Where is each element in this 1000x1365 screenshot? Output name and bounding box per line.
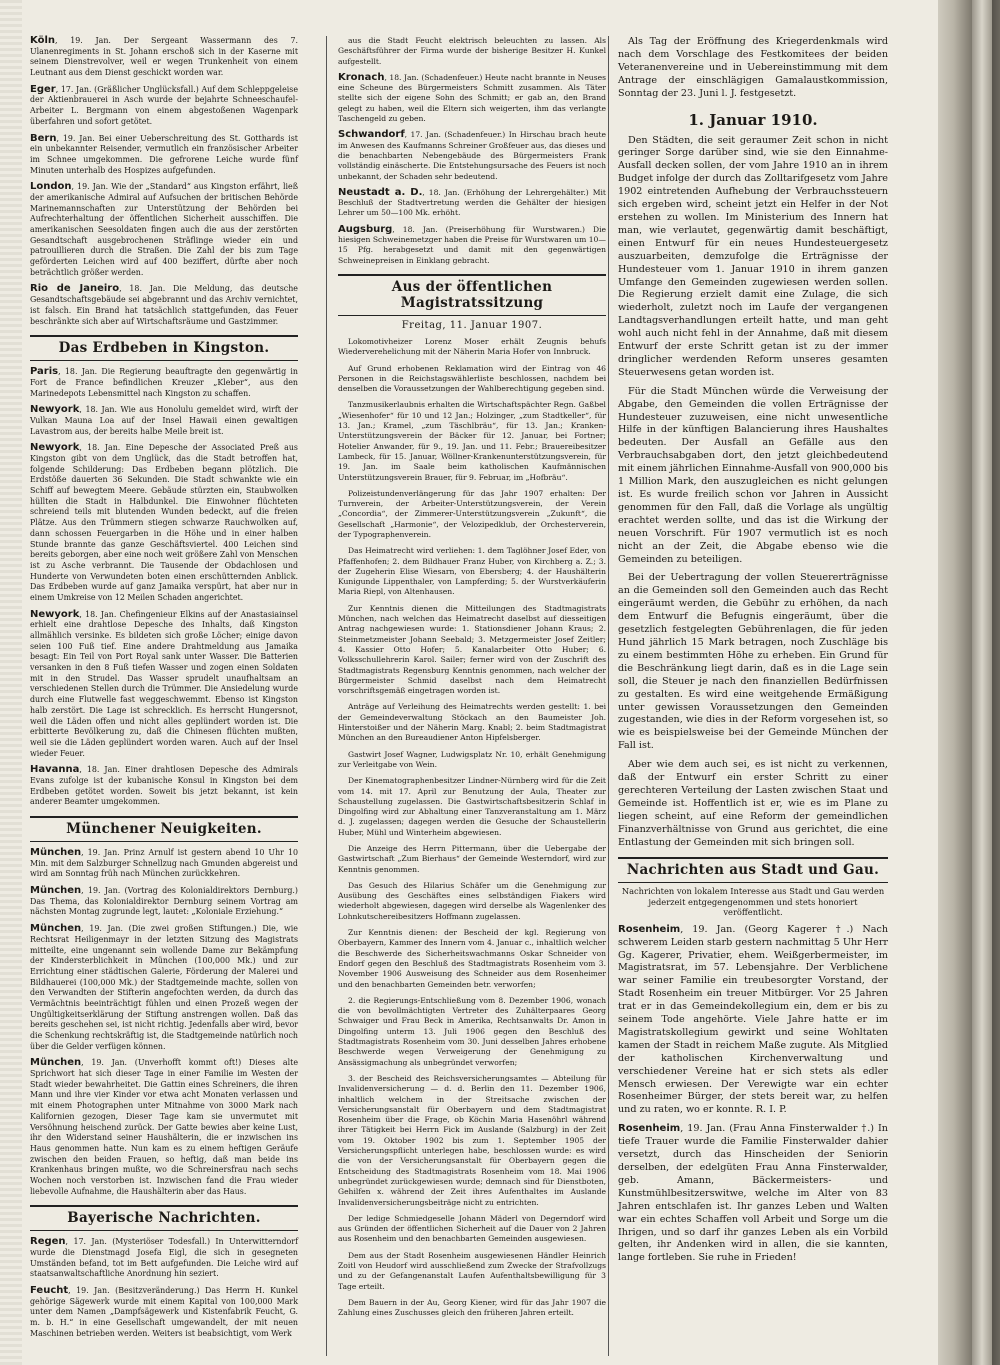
column-1 [30,36,298,1346]
article-paragraph: Havanna, 18. Jan. Einer drahtlosen Depesche des Admirals Evans zufolge ist der kubanische Konsul in Kingston bei dem Erdbeben getötet worden. Soweit bis jetzt bekannt, ist kein anderer Beamter umgekommen. [30,764,298,807]
article-paragraph: Regen, 17. Jan. (Mysteriöser Todesfall.) In Unterwitterndorf wurde die Dienstmagd Josefa Eigl, die sich in gesegneten Umständen befand, tot im Bett aufgefunden. Die Leiche wird auf staatsanwaltschaftliche Anordnung hin seziert. [30,1236,298,1279]
article-paragraph [338,776,606,838]
section-heading: Münchener Neuigkeiten. [30,816,298,842]
dateline: Rosenheim [618,1123,681,1135]
dateline: Havanna [30,764,80,776]
col2-mag-articles [338,337,606,1319]
article-text: 19. Jan. (Besitzveränderung.) Das Herrn H. Kunkel gehörige Sägewerk wurde mit einem Kapital von 100,000 Mark unter dem Namen „Dampfsägewerk und Kistenfabrik Feucht, G. m. b. H.“ in eine Gesellschaft umgewandelt, der mit neuen Maschinen betrieben werden. Weiters ist beabsichtigt, vom Werk [30,1286,298,1338]
article-text: Als Tag der Eröffnung des Kriegerdenkmals wird nach dem Vorschlage des Festkomitees der beiden Veteranenvereine und in Uebereinstimmung mit dem Antrage der einschlägigen Gamalaustkommission, Sonntag der 23. Juni l. J. festgesetzt. [618,36,888,99]
article-text: 19. Jan. (Vortrag des Kolonialdirektors Dernburg.) Das Thema, das Kolonialdirektor Dernburg seinem Vortrag am nächsten Montag zugrunde legt, lautet: „Koloniale Erziehung.“ [30,886,298,917]
article-text: Aber wie dem auch sei, es ist nicht zu verkennen, daß der Entwurf ein erster Schritt zu einer gerechteren Verteilung der Lasten zwischen Staat und Gemeinde ist. Hoffentlich ist er, wie es im Plane zu liegen scheint, auf eine Reform der gemeindlichen Finanzverhältnisse von Grund aus gerichtet, die eine Entlastung der Gemeinden mit sich bringen soll. [618,759,888,848]
article-paragraph: Köln, 19. Jan. Der Sergeant Wassermann des 7. Ulanenregiments in St. Johann erschoß sich in der Kaserne mit seinem Dienstrevolver, weil er wegen Trunkenheit von einem Leutnant aus dem Dienst geschickt worden war. [30,35,298,78]
article-paragraph [618,135,888,380]
column-3 [618,36,888,1271]
section-heading: Nachrichten aus Stadt und Gau. [618,857,888,883]
article-text: Für die Stadt München würde die Verweisung der Abgabe, den Gemeinden die vollen Erträgnisse der Hundesteuer zuzuweisen, eine nicht unwesentliche Hilfe in der künftigen Balancierung ihres Haushaltes bedeuten. Der Ausfall an Gefälle aus den Verbrauchsabgaben dort, den jetzt gleichbedeutend mit einem jährlichen Einnahme-Ausfall von 900,000 bis 1 Million Mark, den auszugleichen es nicht gelungen ist. Es wurde freilich schon vor Jahren in Aussicht genommen für den Fall, daß die Vorlage als ungültig erachtet werden sollte, und das ist die Wirkung der neuen Vorschrift. Für 1907 vermutlich ist es noch nicht an der Zeit, die Abgabe ebenso wie die Gemeinden zu beteiligen. [618,385,888,565]
article-text: Das Gesuch des Hilarius Schäfer um die Genehmigung zur Ausübung des Geschäftes eines selbständigen Fiakers wird wiederholt abgewiesen, dagegen wird derselbe als Wagenlenker des Lohnkutschereibesitzers Hoffmann zugelassen. [338,880,606,921]
article-text: Den Städten, die seit geraumer Zeit schon in nicht geringer Sorge darüber sind, wie sie den Einnahme-Ausfall decken sollen, der vom Jahre 1910 an in ihrem Budget infolge der durch das Zolltarifgesetz vom Jahre 1902 eintretenden Aufhebung der Verbrauchssteuern sich ergeben wird, scheint jetzt ein Helfer in der Not erstehen zu wollen. Im Ministerium des Innern hat man, wie verlautet, gegenwärtig damit beschäftigt, einen Entwurf für ein neues Hundesteuergesetz auszuarbeiten, demzufolge die Erträgnisse der Hundesteuer vom 1. Januar 1910 in ihrem ganzen Umfange den Gemeinden zugewiesen werden sollen. Die Regierung erzielt damit eine Zulage, die sich wiederholt, zuletzt noch im Laufe der vergangenen Landtagsverhandlungen erteilt hatte, und man geht wohl auch nicht fehl in der Annahme, daß mit diesem Entwurf der erste Schritt getan ist zu der immer dringlicher werdenden Reform unseres gesamten Steuerwesens getan worden ist. [618,134,888,378]
article-text: Anträge auf Verleihung des Heimatrechts werden gestellt: 1. bei der Gemeindeverwaltung Stöckach an den Baumeister Joh. Hinterstoißer und der Näherin Marg. Knabl; 2. beim Stadtmagistrat München an den Bureaudiener Anton Hipfelsberger. [338,702,606,743]
dateline: München [30,847,82,858]
article-text: 18. Jan. (Preiserhöhung für Wurstwaren.) Die hiesigen Schweinemetzger haben die Preise für Wurstwaren um 10—15 Pfg. herabgesetzt und damit mit den gegenwärtigen Schweinepreisen in Einklang gebracht. [338,224,607,265]
col1-quake-articles [30,367,298,808]
article-paragraph [338,702,606,743]
article-text: 19. Jan. Bei einer Ueberschreitung des St. Gotthards ist ein unbekannter Reisender, vermutlich ein französischer Arbeiter im Schnee umgekommen. Die gefrorene Leiche wurde fünf Minuten unterhalb des Hospizes aufgefunden. [30,133,298,175]
article-text: 19. Jan. Wie der „Standard“ aus Kingston erfährt, ließ der amerikanische Admiral auf Aufsuchen der britischen Behörde Marinemannschaften zur Unterstützung der Behörden bei Aufrechterhaltung der öffentlichen Sicherheit ausschiffen. Die amerikanischen Seesoldaten fingen auch die aus der zerstörten Gesandtschaft ausgebrochenen Sträflinge wieder ein und patrouillieren durch die Straßen. Die Zahl der bis zum Tage geförderten Leichen wird auf 400 beziffert, dürfte aber noch beträchtlich größer werden. [30,182,298,277]
article-text: aus die Stadt Feucht elektrisch beleuchten zu lassen. Als Geschäftsführer der Firma wurde der bisherige Besitzer H. Kunkel aufgestellt. [338,36,606,66]
col3-top-articles [618,36,888,101]
article-paragraph [338,881,606,922]
article-paragraph: München, 19. Jan. Prinz Arnulf ist gestern abend 10 Uhr 10 Min. mit dem Salzburger Schnellzug nach Gmunden abgereist und wird am Sonntag früh nach München zurückkehren. [30,847,298,879]
dateline: Feucht [30,1285,69,1297]
article-paragraph [618,759,888,849]
article-text: Zur Kenntnis dienen: der Bescheid der kgl. Regierung von Oberbayern, Kammer des Innern vom 4. Januar c., inhaltlich welcher die Beschwerde des Sicherheitswachmanns Oskar Schneider von Endorf gegen den Beschluß des Stadtmagistrats Rosenheim vom 3. November 1906 Ausweisung des Schneider aus dem Rosenheimer und den benachbarten Gemeinden betr. verworfen; [338,928,606,989]
dateline: Eger [30,83,56,95]
article-paragraph: Eger, 17. Jan. (Gräßlicher Unglücksfall.) Auf dem Schleppgeleise der Aktienbrauerei in Asch wurde der bejahrte Schneeschaufel-Arbeiter L. Bergmann von einem abgestoßenen Wagenpark überfahren und sofort getötet. [30,83,298,126]
article-text: Dem aus der Stadt Rosenheim ausgewiesenen Händler Heinrich Zoitl von Heudorf wird ausschließend zum Zwecke der Strafvollzugs und zu der Gefangenanstalt Laufen Aufenthaltsbewilligung für 3 Tage erteilt. [338,1250,606,1291]
article-text: 18. Jan. Einer drahtlosen Depesche des Admirals Evans zufolge ist der kubanische Konsul in Kingston bei dem Erdbeben getötet worden. Soweit bis jetzt bekannt, ist kein anderer Beamter umgekommen. [30,765,298,807]
article-text: Tanzmusikerlaubnis erhalten die Wirtschaftspächter Regn. Gaßbel „Wiesenhofer“ für 10 und 12 Jan.; Holzinger, „zum Stadtkeller“, für 13. Jan.; Kramel, „zum Täschlbräu“, für 13. Jan.; Kranken-Unterstützungsverein der Bäcker für 12. Januar, bei Fortner; Hotelier Anwander, für 9., 19. Jan. und 11. Febr.; Brauereibesitzer Lambeck, für 15. Januar, Wöllner-Krankenunterstützungsverein, für 19. Jan. im Saale beim katholischen Kaufmännischen Unterstützungsverein Brauer, für 9. Februar, im „Hofbräu“. [338,400,606,482]
article-paragraph: Neustadt a. D., 18. Jan. (Erhöhung der Lehrergehälter.) Mit Beschluß der Stadtvertretung werden die Gehälter der hiesigen Lehrer um 50—100 Mk. erhöht. [338,186,606,218]
article-text: 19. Jan. (Die zwei großen Stiftungen.) Die, wie Rechtsrat Heiligenmayr in der letzten Sitzung des Magistrats mitteilte, eine ungenannt sein wollende Dame zur Bekämpfung der Kindersterblichkeit in München (100,000 Mk.) und zur Errichtung einer städtischen Galerie, Förderung der Malerei und Bildhauerei (100,000 Mk.) der Stadtgemeinde machte, sollen von den Verwandten der Stifterin angefochten werden, da durch das Vermächtnis beeinträchtigt fühlen und einen Prozeß wegen der Ungültigkeitserklärung der Stiftung anstrengen wollen. Daß das bereits geschehen sei, ist nicht richtig. Jedenfalls aber wird, bevor die Schenkung rechtskräftig ist, die Stadtgemeinde natürlich noch über die Gelder verfügen können. [30,924,298,1051]
article-paragraph: München, 19. Jan. (Vortrag des Kolonialdirektors Dernburg.) Das Thema, das Kolonialdirektor Dernburg seinem Vortrag am nächsten Montag zugrunde legt, lautet: „Koloniale Erziehung.“ [30,885,298,917]
article-paragraph: Rio de Janeiro, 18. Jan. Die Meldung, das deutsche Gesandtschaftsgebäude sei abgebrannt und das Archiv vernichtet, ist falsch. Ein Brand hat tatsächlich stattgefunden, das Feuer beschränkte sich aber auf Wirtschaftsräume und Gastzimmer. [30,283,298,326]
column-2 [338,36,606,1324]
column-rule [326,36,327,1356]
article-text: 2. die Regierungs-Entschließung vom 8. Dezember 1906, wonach die von bevollmächtigten Vertreter des Zuhälterpaares Georg Schwaiger und Frau Beck in Amerika, Rechtsanwalts Dr. Amon in Dingolfing unterm 13. Juli 1906 gegen den Beschluß des Stadtmagistrats Rosenheim vom 30. Juni desselben Jahres erhobene Beschwerde wegen Verweigerung der Genehmigung zu Ansässigmachung als unbegründet verworfen; [338,995,606,1067]
article-paragraph [338,337,606,358]
article-paragraph [338,750,606,771]
article-text: 18. Jan. Die Regierung beauftragte den gegenwärtig in Fort de France befindlichen Kreuzer „Kleber“, aus den Marinedepots Lebensmittel nach Kingston zu schaffen. [30,367,298,398]
dateline: Newyork [30,608,80,620]
dateline: Paris [30,366,59,378]
article-paragraph [338,36,606,67]
article-text: 18. Jan. Die Meldung, das deutsche Gesandtschaftsgebäude sei abgebrannt und das Archiv vernichtet, ist falsch. Ein Brand hat tatsächlich stattgefunden, das Feuer beschränkte sich aber auf Wirtschaftsräume und Gastzimmer. [30,284,298,326]
dateline: Augsburg [338,223,393,235]
article-text: Auf Grund erhobenen Reklamation wird der Eintrag von 46 Personen in die Reichstagswählerliste beschlossen, nachdem bei denselben die Voraussetzungen der Wahlberechtigung gegeben sind. [338,363,606,394]
article-paragraph: Schwandorf, 17. Jan. (Schadenfeuer.) In Hirschau brach heute im Anwesen des Kaufmanns Schreiner Großfeuer aus, das dieses und die benachbarten Nebengebäude des Bürgermeisters Frank vollständig einäscherte. Die Entstehungsursache des Feuers ist noch unbekannt, der Schaden sehr bedeutend. [338,129,606,181]
article-text: Zur Kenntnis dienen die Mitteilungen des Stadtmagistrats München, nach welchen das Heimatrecht daselbst auf diesseitigen Antrag nachgewiesen wurde: 1. Stationsdiener Johann Kraus; 2. Steinmetzmeister Johann Seebald; 3. Metzgermeister Josef Zeitler; 4. Kassier Otto Hofer; 5. Kanalarbeiter Otto Huber; 6. Volksschullehrerin Karol. Sailer; ferner wird von der Zuschrift des Stadtmagistrats Regensburg Kenntnis genommen, nach welcher der Bürgermeister Schmid daselbst nach dem Heimatrecht vorschriftsgemäß eingetragen worden ist. [338,603,606,696]
article-text: 19. Jan. (Frau Anna Finsterwalder †.) In tiefe Trauer wurde die Familie Finsterwalder dahier versetzt, durch das Hinscheiden der Seniorin derselben, der edelgüten Frau Anna Finsterwalder, geb. Amann, Bäckermeisters- und Kunstmühlbesitzerswitwe, welche im Alter von 83 Jahren entschlafen ist. Ihr ganzes Leben und Walten war ein echtes Schaffen voll Arbeit und Sorge um die Ihrigen, und so darf ihr ganzes Leben als ein Vorbild gelten, ihr Andenken wird in allen, die sie kannten, lange fortleben. Sie ruhe in Frieden! [618,1123,888,1264]
dateline: Schwandorf [338,129,405,141]
article-paragraph [338,1074,606,1208]
col1-top-articles [30,36,298,327]
article-text: 19. Jan. (Unverhofft kommt oft!) Dieses alte Sprichwort hat sich dieser Tage in einer Familie im Westen der Stadt wieder bewahrheitet. Die Gattin eines Schreiners, die ihren Mann und ihre vier Kinder vor etwa acht Monaten verlassen und mit einem Photographen unter Mitnahme von 3000 Mark nach Kalifornien gezogen, Dieser Tage kam sie unvermutet mit Versöhnung heischend zurück. Der Gatte bewies aber keine Lust, ihr den Widerstand seiner Haushälterin, die er inzwischen ins Haus genommen hatte. Nun kam es zu einem heftigen Geräufe zwischen den beiden Frauen, so heftig, daß man beide ins Krankenhaus bringen mußte, wo die Schreinersfrau nach sechs Wochen noch verstorben ist. Inzwischen fand die Frau wieder liebevolle Aufnahme, die Haushälterin aber das Haus. [30,1058,298,1196]
article-paragraph: Rosenheim, 19. Jan. (Georg Kagerer †.) Nach schwerem Leiden starb gestern nachmittag 5 Uhr Herr Gg. Kagerer, Privatier, ehem. Weißgerbermeister, im Magistratsrat, im 57. Lebensjahre. Der Verblichene war seiner Familie ein treubesorgter Vorstand, der Stadt Rosenheim ein treuer Mitbürger. Vor 25 Jahren trat er in das Gemeindekollegium ein, dem er bis zu seinem Tode angehörte. Viele Jahre hatte er im Magistratskollegium gewirkt und seine Wohltaten kamen der Stadt in reichem Maße zugute. Als Mitglied der katholischen Kirchenverwaltung und verschiedener Vereine hat er sich stets als edler Mensch erwiesen. Der Verewigte war ein echter Rosenheimer Bürger, der stets bereit war, zu helfen und zu raten, wo er konnte. R. I. P. [618,923,888,1116]
article-paragraph [338,1251,606,1292]
article-text: 19. Jan. (Georg Kagerer †.) Nach schwerem Leiden starb gestern nachmittag 5 Uhr Herr Gg. Kagerer, Privatier, ehem. Weißgerbermeister, im Magistratsrat, im 57. Lebensjahre. Der Verblichene war seiner Familie ein treubesorgter Vorstand, der Stadt Rosenheim ein treuer Mitbürger. Vor 25 Jahren trat er in das Gemeindekollegium ein, dem er bis zu seinem Tode angehörte. Viele Jahre hatte er im Magistratskollegium gewirkt und seine Wohltaten kamen der Stadt in reichem Maße zugute. Als Mitglied der katholischen Kirchenverwaltung und verschiedener Vereine hat er sich stets als edler Mensch erwiesen. Der Verewigte war ein echter Rosenheimer Bürger, der stets bereit war, zu helfen und zu raten, wo er konnte. R. I. P. [618,923,888,1116]
article-paragraph: Newyork, 18. Jan. Eine Depesche der Associated Preß aus Kingston gibt von dem Unglück, das die Stadt betroffen hat, folgende Schilderung: Das Erdbeben begann plötzlich. Die Erdstöße dauerten 36 Sekunden. Die Stadt schwankte wie ein Schiff auf bewegtem Meere. Gebäude stürzten ein, Staubwolken hüllten die Stadt in Halbdunkel. Die Einwohner flüchteten schreiend teils mit blutenden Wunden bedeckt, auf die freien Plätze. Aus den Trümmern stiegen schwarze Rauchwolken auf, dann schossen Feuergarben in die Höhe und in einer halben Stunde brannte das ganze Geschäftsviertel. 400 Leichen sind bereits geborgen, aber eine noch weit größere Zahl von Menschen ist zu Asche verbrannt. Die Tausende der Obdachlosen und Hunderte von Verwundeten boten einen erschütternden Anblick. Das Erdbeben wurde auf ganz Jamaika verspürt, hat aber nur in einem Umkreise von 12 Meilen Schaden angerichtet. [30,442,298,602]
article-paragraph: Feucht, 19. Jan. (Besitzveränderung.) Das Herrn H. Kunkel gehörige Sägewerk wurde mit einem Kapital von 100,000 Mark unter dem Namen „Dampfsägewerk und Kistenfabrik Feucht, G. m. b. H.“ in eine Gesellschaft umgewandelt, der mit neuen Maschinen betrieben werden. Weiters ist beabsichtigt, vom Werk [30,1285,298,1338]
column-rule [608,36,609,1356]
page-edge [0,0,22,1365]
dateline: Neustadt a. D. [338,186,423,198]
article-paragraph [618,572,888,753]
article-text: Das Heimatrecht wird verliehen: 1. dem Taglöhner Josef Eder, von Pfaffenhofen; 2. dem Bildhauer Franz Huber, von Kirchberg a. Z.; 3. der Zugeherin Elise Wiesarn, von Ebersberg; 4. der Haushälterin Kunigunde Lippenthaler, von Lampferding; 5. der Wurstverkäuferin Maria Riepl, von Altenhausen. [338,546,606,597]
book-binding [938,0,1000,1365]
dateline: Kronach [338,71,385,83]
dateline: London [30,181,72,193]
article-paragraph [338,489,606,540]
article-paragraph [338,364,606,395]
article-text: Dem Bauern in der Au, Georg Kiener, wird für das Jahr 1907 die Zahlung eines Zuschusses gleich den früheren Jahren erteilt. [338,1297,606,1318]
col2-top-articles [338,36,606,266]
article-text: 18. Jan. (Schadenfeuer.) Heute nacht brannte in Neuses eine Scheune des Bürgermeisters Schmitt zusammen. Als Täter stellte sich der eigene Sohn des Schmitt; er gab an, den Brand gelegt zu haben, weil die Eltern sich weigerten, ihm das verlangte Taschengeld zu geben. [338,72,606,124]
article-text: Der Kinematographenbesitzer Lindner-Nürnberg wird für die Zeit vom 14. mit 17. April zur Benutzung der Aula, Theater zur Schaustellung zugelassen. Die Gastwirtschaftsbesitzerin Schlaf in Dingolfing wird zur Abhaltung einer Tanzveranstaltung am 1. März d. J. zugelassen; dagegen werden die Gesuche der Schaustellerin Huber, Mühl und Winterheim abgewiesen. [338,776,606,837]
section-note: Nachrichten von lokalem Interesse aus Stadt und Gau werden jederzeit entgegengenommen und stets honoriert veröffentlicht. [621,886,885,918]
article-paragraph [338,1214,606,1245]
article-paragraph: München, 19. Jan. (Unverhofft kommt oft!) Dieses alte Sprichwort hat sich dieser Tage in einer Familie im Westen der Stadt wieder bewahrheitet. Die Gattin eines Schreiners, die ihren Mann und ihre vier Kinder vor etwa acht Monaten verlassen und mit einem Photographen unter Mitnahme von 3000 Mark nach Kalifornien gezogen, Dieser Tage kam sie unvermutet mit Versöhnung heischend zurück. Der Gatte bewies aber keine Lust, ihr den Widerstand seiner Haushälterin, die er inzwischen ins Haus genommen hatte. Nun kam es zu einem heftigen Geräufe zwischen den beiden Frauen, so heftig, daß man beide ins Krankenhaus bringen mußte, wo die Schreinersfrau nach sechs Wochen noch verstorben ist. Inzwischen fand die Frau wieder liebevolle Aufnahme, die Haushälterin aber das Haus. [30,1057,298,1196]
article-paragraph: Newyork, 18. Jan. Wie aus Honolulu gemeldet wird, wirft der Vulkan Mauna Loa auf der Insel Hawaii einen gewaltigen Lavastrom aus, der bereits halbe Meile breit ist. [30,404,298,436]
dateline: Rosenheim [618,923,681,935]
dateline: München [30,1057,82,1069]
col3-local-articles [618,924,888,1266]
article-paragraph [338,604,606,697]
article-paragraph [338,1298,606,1319]
col3-date-articles [618,135,888,850]
article-paragraph [338,400,606,482]
article-text: Der ledige Schmiedgeselle Johann Mäderl von Degerndorf wird aus Gründen der öffentlichen Sicherheit auf die Dauer von 2 Jahren aus Rosenheim und den benachbarten Gemeinden ausgewiesen. [338,1213,606,1244]
article-paragraph [338,996,606,1068]
date-heading: 1. Januar 1910. [688,110,818,129]
dateline: Newyork [30,442,80,454]
section-heading: Das Erdbeben in Kingston. [30,335,298,361]
article-text: 19. Jan. Der Sergeant Wassermann des 7. Ulanenregiments in St. Johann erschoß sich in der Kaserne mit seinem Dienstrevolver, weil er wegen Trunkenheit von einem Leutnant aus dem Dienst geschickt worden war. [30,36,298,78]
article-text: Lokomotivheizer Lorenz Moser erhält Zeugnis behufs Wiederverehelichung mit der Näherin Maria Hofer von Innbruck. [338,336,606,357]
article-text: 17. Jan. (Mysteriöser Todesfall.) In Unterwitterndorf wurde die Dienstmagd Josefa Eigl, die sich in gesegneten Umständen befand, tot im Bett aufgefunden. Die Leiche wird auf staatsanwaltschaftliche Anordnung hin seziert. [30,1237,298,1279]
dateline: Regen [30,1236,66,1248]
article-text: 18. Jan. Chefingenieur Elkins auf der Anastasiainsel erhielt eine drahtlose Depesche des Inhalts, daß Kingston allmählich versinke. Es bildeten sich große Löcher; einige davon seien 100 Fuß tief. Eine andere Drahtmeldung aus Jamaika besagt: Ein Teil von Port Royal sank unter Wasser. Die Batterien versanken in den 8 Fuß tiefen Wasser und zogen einen Soldaten mit in den Strudel. Das Wasser sprudelt unaufhaltsam an verschiedenen Stellen durch die Trümmer. Die Ansiedelung wurde durch eine Flutwelle fast weggeschwemmt. Ebenso ist Kingston halb zerstört. Die Lage ist schrecklich. Es herrscht Hungersnot, weil die Läden offen und nicht alles geplündert worden ist. Die erbitterte Bevölkerung zu, daß die Chinesen flüchten mußten, weil sie die Läden geplündert worden waren. Auch auf der Insel wieder Feuer. [30,609,298,758]
article-paragraph: Rosenheim, 19. Jan. (Frau Anna Finsterwalder †.) In tiefe Trauer wurde die Familie Finsterwalder dahier versetzt, durch das Hinscheiden der Seniorin derselben, der edelgüten Frau Anna Finsterwalder, geb. Amann, Bäckermeisters- und Kunstmühlbesitzerswitwe, welche im Alter von 83 Jahren entschlafen ist. Ihr ganzes Leben und Walten war ein echtes Schaffen voll Arbeit und Sorge um die Ihrigen, und so darf ihr ganzes Leben als ein Vorbild gelten, ihr Andenken wird in allen, die sie kannten, lange fortleben. Sie ruhe in Frieden! [618,1123,888,1264]
col1-bav-articles [30,1237,298,1339]
article-paragraph [338,844,606,875]
section-subheading: Freitag, 11. Januar 1907. [401,319,543,331]
article-text: 18. Jan. Wie aus Honolulu gemeldet wird, wirft der Vulkan Mauna Loa auf der Insel Hawaii einen gewaltigen Lavastrom aus, der bereits halbe Meile breit ist. [30,405,298,436]
article-text: Die Anzeige des Herrn Pittermann, über die Uebergabe der Gastwirtschaft „Zum Bierhaus“ der Gemeinde Westerndorf, wird zur Kenntnis genommen. [338,844,606,874]
article-text: Gastwirt Josef Wagner, Ludwigsplatz Nr. 10, erhält Genehmigung zur Verleitgabe von Wein. [338,749,606,769]
dateline: München [30,923,82,935]
dateline: München [30,885,82,897]
article-text: 18. Jan. Eine Depesche der Associated Preß aus Kingston gibt von dem Unglück, das die Stadt betroffen hat, folgende Schilderung: Das Erdbeben begann plötzlich. Die Erdstöße dauerten 36 Sekunden. Die Stadt schwankte wie ein Schiff auf bewegtem Meere. Gebäude stürzten ein, Staubwolken hüllten die Stadt in Halbdunkel. Die Einwohner flüchteten schreiend teils mit blutenden Wunden bedeckt, auf die freien Plätze. Aus den Trümmern stiegen schwarze Rauchwolken auf, dann schossen Feuergarben in die Höhe und in einer halben Stunde brannte das ganze Geschäftsviertel. 400 Leichen sind bereits geborgen, aber eine noch weit größere Zahl von Menschen ist zu Asche verbrannt. Die Tausende der Obdachlosen und Hunderte von Verwundeten boten einen erschütternden Anblick. Das Erdbeben wurde auf ganz Jamaika verspürt, hat aber nur in einem Umkreise von 12 Meilen Schaden angerichtet. [30,443,298,602]
article-paragraph: Kronach, 18. Jan. (Schadenfeuer.) Heute nacht brannte in Neuses eine Scheune des Bürgermeisters Schmitt zusammen. Als Täter stellte sich der eigene Sohn des Schmitt; er gab an, den Brand gelegt zu haben, weil die Eltern sich weigerten, ihm das verlangte Taschengeld zu geben. [338,71,606,124]
section-heading: Aus der öffentlichen Magistratssitzung [338,274,606,316]
article-text: Polizeistundenverlängerung für das Jahr 1907 erhalten: Der Turnverein, der Arbeiter-Unterstützungsverein, der Verein „Concordia“, der Zimmerer-Unterstützungsverein „Zukunft“, die Gesellschaft „Harmonie“, der Velozipedklub, der Orchesterverein, der Typographenverein. [338,488,606,539]
article-text: 17. Jan. (Gräßlicher Unglücksfall.) Auf dem Schleppgeleise der Aktienbrauerei in Asch wurde der bejahrte Schneeschaufel-Arbeiter L. Bergmann von einem abgestoßenen Wagenpark überfahren und sofort getötet. [30,84,298,126]
section-heading: Bayerische Nachrichten. [30,1205,298,1231]
article-paragraph: London, 19. Jan. Wie der „Standard“ aus Kingston erfährt, ließ der amerikanische Admiral auf Aufsuchen der britischen Behörde Marinemannschaften zur Unterstützung der Behörden bei Aufrechterhaltung der öffentlichen Sicherheit ausschiffen. Die amerikanischen Seesoldaten fingen auch die aus der zerstörten Gesandtschaft ausgebrochenen Sträflinge wieder ein und patrouillieren durch die Straßen. Die Zahl der bis zum Tage geförderten Leichen wird auf 400 beziffert, dürfte aber noch beträchtlich größer werden. [30,181,298,277]
article-paragraph [618,386,888,567]
binding-tape [972,0,992,1365]
article-paragraph: München, 19. Jan. (Die zwei großen Stiftungen.) Die, wie Rechtsrat Heiligenmayr in der letzten Sitzung des Magistrats mitteilte, eine ungenannt sein wollende Dame zur Bekämpfung der Kindersterblichkeit in München (100,000 Mk.) und zur Errichtung einer städtischen Galerie, Förderung der Malerei und Bildhauerei (100,000 Mk.) der Stadtgemeinde machte, sollen von den Verwandten der Stifterin angefochten werden, da durch das Vermächtnis beeinträchtigt fühlen und einen Prozeß wegen der Ungültigkeitserklärung der Stiftung anstrengen wollen. Daß das bereits geschehen sei, ist nicht richtig. Jedenfalls aber wird, bevor die Schenkung rechtskräftig ist, die Stadtgemeinde natürlich noch über die Gelder verfügen können. [30,923,298,1051]
article-text: 19. Jan. Prinz Arnulf ist gestern abend 10 Uhr 10 Min. mit dem Salzburger Schnellzug nach Gmunden abgereist und wird am Sonntag früh nach München zurückkehren. [30,848,298,879]
dateline: Rio de Janeiro [30,283,120,295]
article-paragraph: Augsburg, 18. Jan. (Preiserhöhung für Wurstwaren.) Die hiesigen Schweinemetzger haben die Preise für Wurstwaren um 10—15 Pfg. herabgesetzt und damit mit den gegenwärtigen Schweinepreisen in Einklang gebracht. [338,223,607,265]
article-paragraph [338,928,606,990]
dateline: Köln [30,35,55,46]
dateline: Newyork [30,404,80,416]
article-text: 3. der Bescheid des Reichsversicherungsamtes — Abteilung für Invalidenversicherung — d. d. Berlin den 11. Dezember 1906, inhaltlich welchem in der Streitsache zwischen der Versicherungsanstalt für Oberbayern und dem Stadtmagistrat Rosenheim über die Frage, ob Köchin Maria Hasenöhrl während ihrer Tätigkeit bei Herrn Fick im Auslande (Salzburg) in der Zeit vom 19. Oktober 1902 bis zum 1. September 1905 der Versicherungspflicht unterlegen habe, beschlossen wurde: es wird die von der Versicherungsanstalt für Oberbayern gegen die Entscheidung des Stadtmagistrats Rosenheim vom 18. Mai 1906 unbegründet zurückgewiesen wurde; demnach sind für Dienstboten, Gehilfen x. während der Zeit ihres Aufenthaltes im Auslande Invalidenversicherungsbeiträge nicht zu entrichten. [338,1073,606,1207]
article-text: Bei der Uebertragung der vollen Steuererträgnisse an die Gemeinden soll den Gemeinden auch das Recht eingeräumt werden, die Gebühr zu erhöhen, da nach dem Entwurf die Befugnis eingeräumt, über die gesetzlich festgelegten Gebührenlagen, die für jeden Hund jährlich 15 Mark betragen, noch Zuschläge bis zu einem bestimmten Höhe zu erheben. Ein Grund für die Beschränkung liegt darin, daß es in die Lage sein soll, die Steuer je nach den finanziellen Bedürfnissen zu gestalten. Es wird eine weitgehende Ermäßigung unter gewissen Voraussetzungen den Gemeinden zugestanden, wie dies in der Reform vorgesehen ist, so wie es beispielsweise bei der Gemeinde München der Fall ist. [618,572,888,752]
article-paragraph [338,546,606,597]
dateline: Bern [30,132,57,144]
article-paragraph: Bern, 19. Jan. Bei einer Ueberschreitung des St. Gotthards ist ein unbekannter Reisender, vermutlich ein französischer Arbeiter im Schnee umgekommen. Die gefrorene Leiche wurde fünf Minuten unterhalb des Hospizes aufgefunden. [30,132,298,175]
article-paragraph: Newyork, 18. Jan. Chefingenieur Elkins auf der Anastasiainsel erhielt eine drahtlose Depesche des Inhalts, daß Kingston allmählich versinke. Es bildeten sich große Löcher; einige davon seien 100 Fuß tief. Eine andere Drahtmeldung aus Jamaika besagt: Ein Teil von Port Royal sank unter Wasser. Die Batterien versanken in den 8 Fuß tiefen Wasser und zogen einen Soldaten mit in den Strudel. Das Wasser sprudelt unaufhaltsam an verschiedenen Stellen durch die Trümmer. Die Ansiedelung wurde durch eine Flutwelle fast weggeschwemmt. Ebenso ist Kingston halb zerstört. Die Lage ist schrecklich. Es herrscht Hungersnot, weil die Läden offen und nicht alles geplündert worden ist. Die erbitterte Bevölkerung zu, daß die Chinesen flüchten mußten, weil sie die Läden geplündert worden waren. Auch auf der Insel wieder Feuer. [30,608,298,758]
col1-munich-articles [30,848,298,1197]
article-paragraph: Paris, 18. Jan. Die Regierung beauftragte den gegenwärtig in Fort de France befindlichen Kreuzer „Kleber“, aus den Marinedepots Lebensmittel nach Kingston zu schaffen. [30,366,298,398]
article-paragraph [618,36,888,101]
article-text: 18. Jan. (Erhöhung der Lehrergehälter.) Mit Beschluß der Stadtvertretung werden die Gehälter der hiesigen Lehrer um 50—100 Mk. erhöht. [338,187,606,218]
article-text: 17. Jan. (Schadenfeuer.) In Hirschau brach heute im Anwesen des Kaufmanns Schreiner Großfeuer aus, das dieses und die benachbarten Nebengebäude des Bürgermeisters Frank vollständig einäscherte. Die Entstehungsursache des Feuers ist noch unbekannt, der Schaden sehr bedeutend. [338,130,606,181]
